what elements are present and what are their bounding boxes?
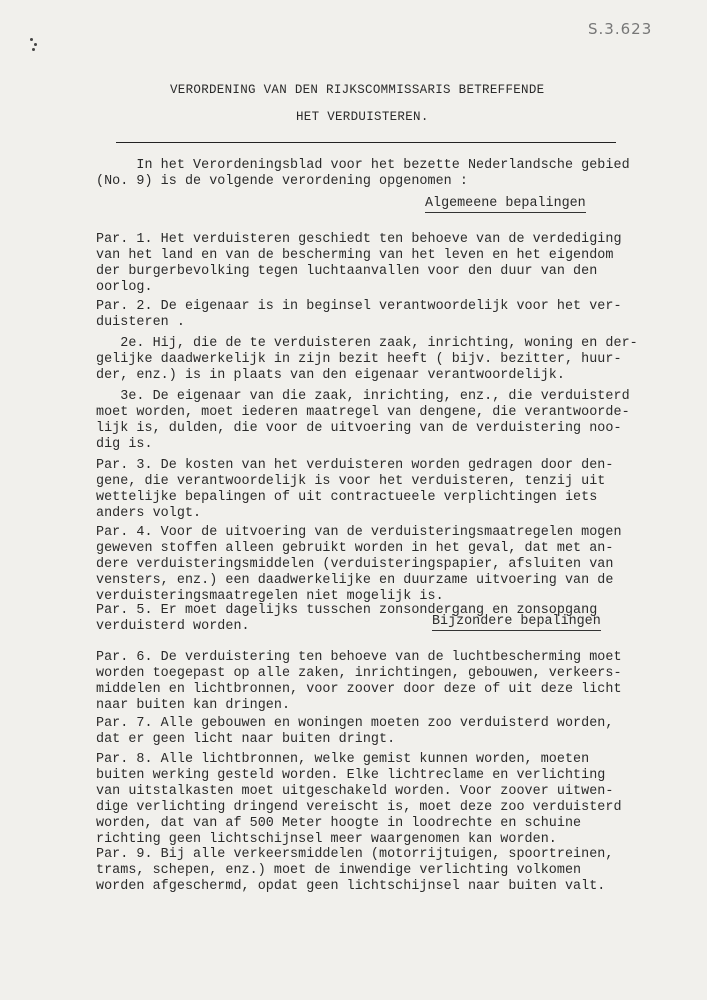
paragraph-5: Par. 5. Er moet dagelijks tusschen zonsondergang en zonsopgang verduisterd worden. — [96, 603, 598, 634]
title-divider — [116, 142, 616, 143]
document-subtitle: HET VERDUISTEREN. — [296, 110, 429, 124]
paragraph-3: Par. 3. De kosten van het verduisteren worden gedragen door den- gene, die verantwoordelijk is voor het verduisteren, tenzij uit wettelijke bepalingen of uit contractueele verplichtingen iets anders volgt. — [96, 458, 614, 521]
paragraph-2e: 2e. Hij, die de te verduisteren zaak, inrichting, woning en der- gelijke daadwerkelijk in zijn bezit heeft ( bijv. bezitter, huur- der, enz.) is in plaats van den eigenaar verantwoordelijk. — [96, 336, 638, 383]
heading-special: Bijzondere bepalingen — [432, 614, 601, 629]
ink-mark — [30, 38, 38, 52]
archive-number: S.3.623 — [588, 20, 653, 38]
paragraph-1: Par. 1. Het verduisteren geschiedt ten behoeve van de verdediging van het land en van de bescherming van het leven en het eigendom der burgerbevolking tegen luchtaanvallen voor den duur van den oorlog. — [96, 232, 622, 295]
paragraph-4: Par. 4. Voor de uitvoering van de verduisteringsmaatregelen mogen geweven stoffen alleen gebruikt worden in het geval, dat met an- dere verduisteringsmiddelen (verduisteringspapier, afsluiten van vensters, enz.) een daadwerkelijke en duurzame uitvoering van de verduisteringsmaatregelen niet mogelijk is. — [96, 525, 622, 604]
paragraph-2: Par. 2. De eigenaar is in beginsel verantwoordelijk voor het ver- duisteren . — [96, 299, 622, 330]
document-title: VERORDENING VAN DEN RIJKSCOMMISSARIS BETREFFENDE — [170, 83, 545, 97]
paragraph-7: Par. 7. Alle gebouwen en woningen moeten zoo verduisterd worden, dat er geen licht naar buiten dringt. — [96, 716, 614, 747]
paragraph-8: Par. 8. Alle lichtbronnen, welke gemist kunnen worden, moeten buiten werking gesteld worden. Elke lichtreclame en verlichting van uitstalkasten moet uitgeschakeld worden. Voor zoover uitwen- dige verlichting dringend vereischt is, moet deze zoo verduisterd worden, dat van af 500 Meter hoogte in loodrechte en schuine richting geen lichtschijnsel meer waargenomen kan worden. — [96, 752, 622, 847]
paragraph-6: Par. 6. De verduistering ten behoeve van de luchtbescherming moet worden toegepast op alle zaken, inrichtingen, gebouwen, verkeers- middelen en lichtbronnen, voor zoover door deze of uit deze licht naar buiten kan dringen. — [96, 650, 622, 713]
paragraph-3e: 3e. De eigenaar van die zaak, inrichting, enz., die verduisterd moet worden, moet iederen maatregel van dengene, die verantwoorde- lijk is, dulden, die voor de uitvoering van de verduistering noo- dig is. — [96, 389, 630, 452]
intro-text: In het Verordeningsblad voor het bezette Nederlandsche gebied (No. 9) is de volgende verordening opgenomen : — [96, 158, 630, 189]
paragraph-9: Par. 9. Bij alle verkeersmiddelen (motorrijtuigen, spoortreinen, trams, schepen, enz.) moet de inwendige verlichting volkomen worden afgeschermd, opdat geen lichtschijnsel naar buiten valt. — [96, 847, 614, 894]
heading-general: Algemeene bepalingen — [425, 196, 586, 211]
